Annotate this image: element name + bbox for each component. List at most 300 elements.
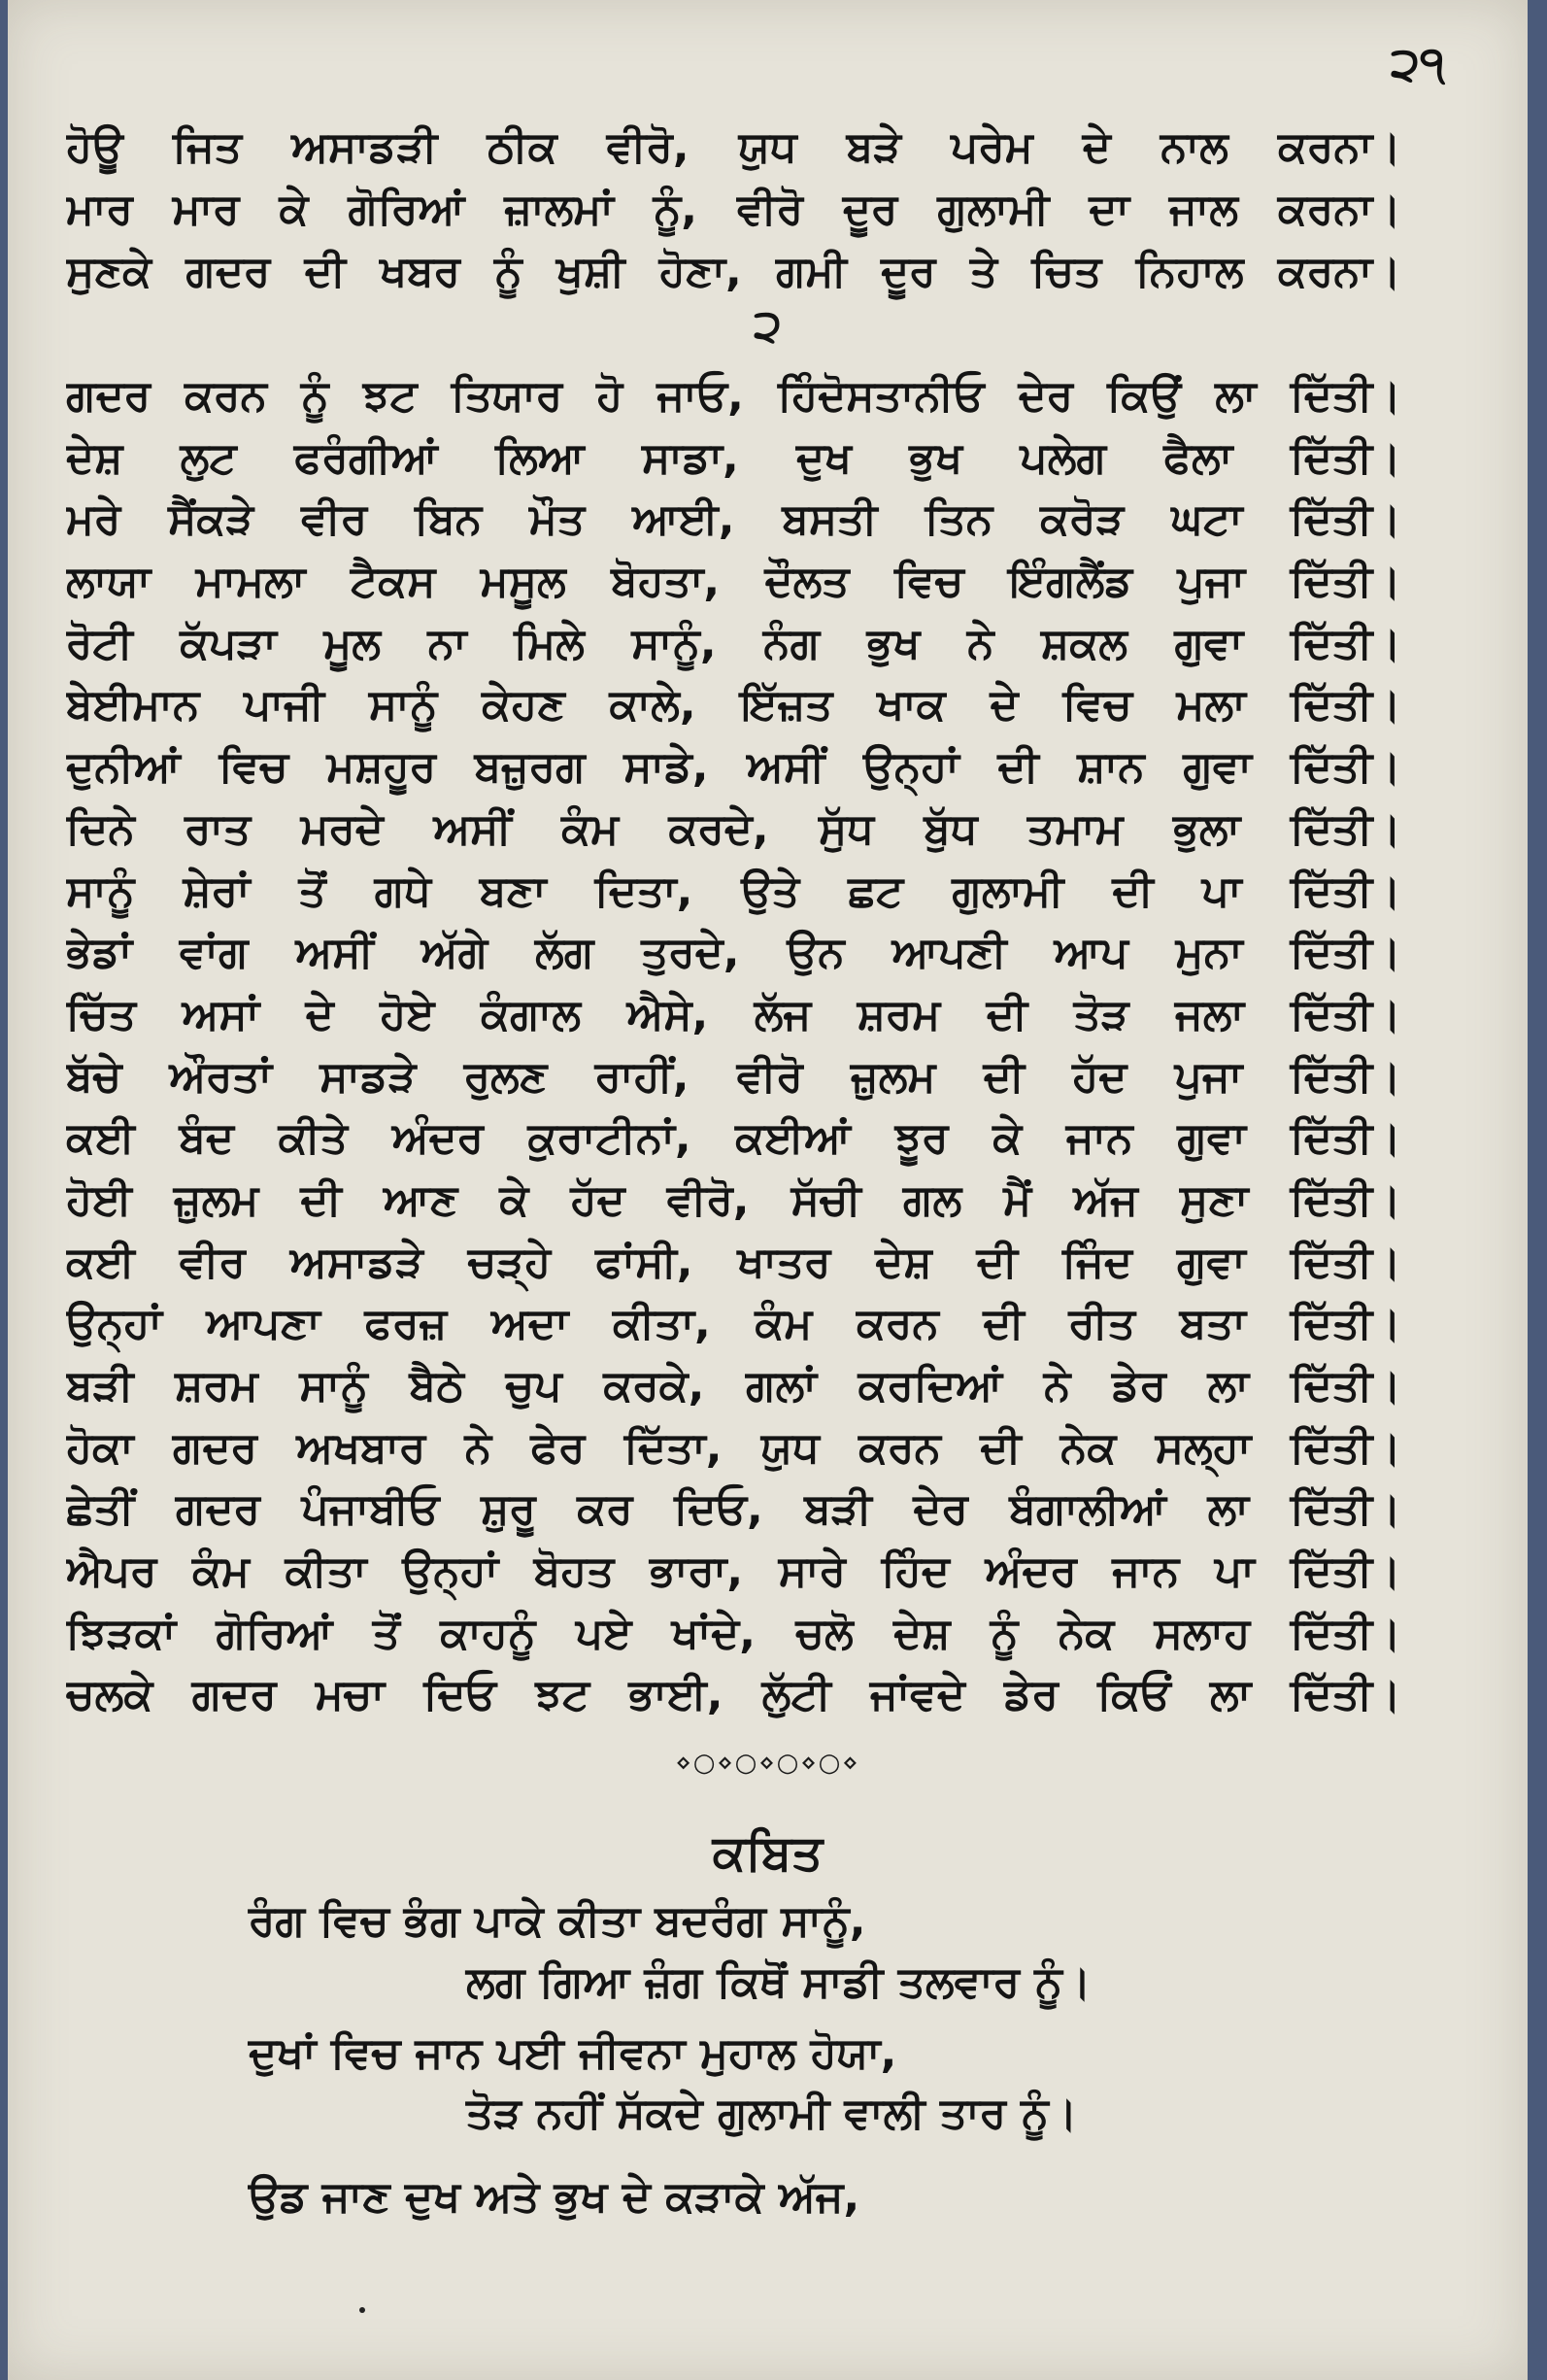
verse-word: ਦਿੱਤੀ। [1290, 1422, 1401, 1473]
verse-word: ਅੱਗੇ [420, 928, 488, 978]
verse-word: ਮੈਂ [1003, 1174, 1032, 1225]
verse-word: ਤੋਂ [372, 1608, 400, 1658]
verse-word: ਦਿੱਤੀ। [1290, 742, 1401, 793]
verse-word: ਰੀਤ [1068, 1299, 1136, 1349]
verse-line [66, 1170, 1401, 1232]
verse-word: ਕਰਨਾ। [1277, 247, 1401, 296]
verse-word: ਇੱਜ਼ਤ [740, 680, 833, 731]
verse-word: ਕਈਆਂ [735, 1113, 852, 1164]
verse-word: ਬੰਗਾਲੀਆਂ [1009, 1484, 1167, 1535]
verse-word: ਫਰੰਗੀਆਂ [293, 432, 438, 483]
verse-word: ਵੀਰੋ, [606, 122, 689, 172]
verse-word: ਪਲੇਗ [1020, 432, 1107, 483]
verse-word: ਕੇ [279, 185, 309, 234]
verse-word: ਸਾਡੜੇ [319, 1051, 417, 1102]
verse-word: ਰੁਲਣ [463, 1051, 548, 1102]
verse-word: ਵੀਰੋ, [666, 1174, 750, 1225]
verse-word: ਦਿੱਤੀ। [1290, 371, 1401, 421]
verse-word: ਅਸੀਂ [295, 928, 374, 978]
verse-word: ਯੁਧ [738, 122, 797, 172]
verse-line [66, 1355, 1401, 1417]
verse-line [66, 179, 1401, 241]
verse-word: ਲੱਗ [534, 928, 594, 978]
verse-word: ਦਿੱਤੀ। [1290, 557, 1401, 607]
verse-word: ਉਨ੍ਹਾਂ [862, 742, 959, 793]
verse-word: ਕੇਹਣ [482, 680, 565, 731]
verse-line [66, 1664, 1401, 1726]
verse-word: ਭੇਡਾਂ [66, 928, 133, 978]
verse-word: ਇੰਗਲੈਂਡ [1008, 557, 1132, 607]
verse-word: ਗੁਲਾਮੀ [937, 185, 1050, 234]
verse-word: ਦੂਰ [881, 247, 936, 296]
verse-word: ਜਾਂਵਦੇ [870, 1670, 965, 1720]
verse-word: ਦਿਨੇ [66, 803, 135, 854]
verse-word: ਗੁਵਾ [1183, 742, 1252, 793]
verse-word: ਦੀ [304, 247, 346, 296]
verse-word: ਆਪਣਾ [206, 1299, 320, 1349]
verse-word: ਸਾਡੇ, [623, 742, 709, 793]
verse-word: ਦਿੱਤਾ, [623, 1422, 723, 1473]
verse-word: ਪੁਜਾ [1177, 557, 1246, 607]
verse-word: ਗਲਾਂ [746, 1361, 817, 1411]
verse-word: ਦੇਸ਼ [875, 1237, 932, 1287]
verse-line [66, 922, 1401, 984]
verse-word: ਕਰਨ [858, 1422, 941, 1473]
verse-word: ਦਾ [1089, 185, 1130, 234]
verse-word: ਰੋਟੀ [66, 618, 133, 668]
verse-line [66, 861, 1401, 923]
verse-word: ਮੌਤ [529, 494, 586, 545]
verse-word: ਦਿਓ [423, 1670, 497, 1720]
verse-word: ਹਿੰਦੋਸਤਾਨੀਓ [777, 371, 985, 421]
verse-word: ਗੁਵਾ [1177, 1113, 1247, 1164]
verse-word: ਲਾਯਾ [66, 557, 151, 607]
verse-word: ਤੇ [969, 247, 998, 296]
verse-word: ਸੱਚੀ [790, 1174, 861, 1225]
verse-word: ਕਰਨਾ। [1277, 185, 1401, 234]
verse-word: ਮੂਲ [323, 618, 382, 668]
verse-word: ਕੰਮ [755, 1299, 813, 1349]
verse-word: ਗਦਰ [185, 247, 271, 296]
verse-word: ਕੰਮ [561, 803, 620, 854]
verse-word: ਐਸੇ, [626, 989, 709, 1039]
verse-word: ਲੁਟ [180, 432, 237, 483]
verse-word: ਪੁਜਾ [1174, 1051, 1243, 1102]
verse-word: ਸਲ੍ਹਾ [1155, 1422, 1252, 1473]
verse-word: ਮਲਾ [1176, 680, 1246, 731]
verse-word: ਬੇਈਮਾਨ [66, 680, 200, 731]
verse-word: ਅੰਦਰ [391, 1113, 484, 1164]
verse-word: ਬੈਠੇ [409, 1361, 464, 1411]
verse-word: ਲਿਆ [494, 432, 585, 483]
verse-word: ਗੁਵਾ [1176, 1237, 1246, 1287]
verse-word: ਤੋਂ [298, 866, 326, 916]
verse-word: ਕੀਤਾ, [613, 1299, 711, 1349]
verse-word: ਦਿੱਤੀ। [1290, 1174, 1401, 1225]
verse-word: ਨੰਗ [763, 618, 821, 668]
verse-word: ਦਿੱਤੀ। [1290, 1361, 1401, 1411]
verse-word: ਭੁਖ [866, 618, 921, 668]
verse-word: ਦਿੱਤੀ। [1290, 432, 1401, 483]
verse-word: ਡੇਰ [1004, 1670, 1059, 1720]
verse-word: ਪਰੇਮ [951, 122, 1033, 172]
verse-word: ਨੇਕ [1058, 1608, 1115, 1658]
verse-word: ਮਾਮਲਾ [195, 557, 306, 607]
verse-word: ਗੋਰਿਆਂ [216, 1608, 333, 1658]
verse-word: ਹੋਏ [380, 989, 435, 1039]
section-number: ੨ [754, 299, 782, 352]
verse-word: ਦੀ [300, 1174, 342, 1225]
verse-word: ਦੀ [997, 742, 1039, 793]
verse-word: ਦੌਲਤ [764, 557, 850, 607]
verse-line [66, 1046, 1401, 1108]
verse-word: ਆਪ [1054, 928, 1128, 978]
verse-word: ਕਰਦੇ, [668, 803, 769, 854]
verse-word: ਦੇ [1082, 122, 1111, 172]
verse-word: ਤੁਰਦੇ, [641, 928, 740, 978]
verse-word: ਖਾਂਦੇ, [671, 1608, 756, 1658]
verse-word: ਹੋਊ [66, 122, 123, 172]
poem-line: ਤੋੜ ਨਹੀਂ ਸੱਕਦੇ ਗੁਲਾਮੀ ਵਾਲੀ ਤਾਰ ਨੂੰ। [466, 2089, 1078, 2138]
verse-word: ਫੈਲਾ [1163, 432, 1233, 483]
verse-word: ਤਿਨ [925, 494, 993, 545]
verse-word: ਲਾ [1207, 1484, 1249, 1535]
verse-word: ਉਨ [787, 928, 845, 978]
verse-line [66, 1603, 1401, 1665]
verse-line [66, 736, 1401, 799]
verse-word: ਅਖਬਾਰ [296, 1422, 426, 1473]
verse-word: ਯੁਧ [760, 1422, 820, 1473]
verse-word: ਦਿੱਤੀ। [1290, 866, 1401, 916]
verse-word: ਝਟ [535, 1670, 590, 1720]
verse-word: ਚੁਪ [505, 1361, 562, 1411]
verse-word: ਗਲ [902, 1174, 962, 1225]
verse-word: ਆਪਣੀ [891, 928, 1007, 978]
verse-line [66, 674, 1401, 736]
verse-word: ਛਟ [848, 866, 904, 916]
verse-word: ਦਿੱਤੀ। [1290, 618, 1401, 668]
verse-word: ਰਾਹੀਂ, [594, 1051, 689, 1102]
verse-line [66, 1232, 1401, 1294]
verse-word: ਸੁੱਧ [818, 803, 874, 854]
verse-line [66, 489, 1401, 551]
verse-word: ਚਲੋ [795, 1608, 854, 1658]
verse-word: ਸਾਨੂੰ [368, 680, 438, 731]
verse-word: ਬੜੀ [66, 1361, 134, 1411]
verse-word: ਅਦਾ [490, 1299, 569, 1349]
verse-word: ਬਿਨ [415, 494, 483, 545]
verse-word: ਸਲਾਹ [1154, 1608, 1251, 1658]
verse-word: ਜਾਨ [1112, 1547, 1180, 1597]
verse-word: ਮਾਰ [172, 185, 240, 234]
verse-word: ਭੁਲਾ [1172, 803, 1241, 854]
verse-word: ਕਰਨ [856, 1299, 939, 1349]
verse-word: ਹੋਈ [66, 1174, 132, 1225]
verse-line [66, 241, 1401, 303]
verse-line [66, 117, 1401, 179]
verse-word: ਪਾ [1201, 866, 1242, 916]
verse-word: ਦਿੱਤੀ। [1290, 989, 1401, 1039]
verse-word: ਮੁਨਾ [1175, 928, 1243, 978]
verse-word: ਝਿੜਕਾਂ [66, 1608, 177, 1658]
verse-word: ਟੈਕਸ [350, 557, 436, 607]
verse-word: ਲਾ [1215, 371, 1257, 421]
verse-line [66, 1293, 1401, 1355]
verse-word: ਫਾਂਸੀ, [595, 1237, 693, 1287]
ink-speck [359, 2307, 365, 2313]
verse-word: ਚੜ੍ਹੇ [467, 1237, 552, 1287]
verse-word: ਔਰਤਾਂ [169, 1051, 273, 1102]
verse-line [66, 799, 1401, 861]
verse-word: ਨੂੰ [301, 371, 329, 421]
verse-line [66, 551, 1401, 613]
verse-line [66, 984, 1401, 1046]
verse-word: ਨੇ [1043, 1361, 1071, 1411]
verse-word: ਹੱਦ [1072, 1051, 1127, 1102]
verse-word: ਦੁਨੀਆਂ [66, 742, 181, 793]
verse-word: ਚਲਕੇ [66, 1670, 153, 1720]
verse-word: ਗਦਰ [191, 1670, 277, 1720]
verse-word: ਦੇਸ਼ [66, 432, 123, 483]
verse-word: ਕੇ [992, 1113, 1023, 1164]
verse-word: ਨੇ [464, 1422, 492, 1473]
verse-word: ਕਰ [577, 1484, 633, 1535]
verse-word: ਫੇਰ [530, 1422, 586, 1473]
verse-word: ਵੀਰੋ [736, 185, 804, 234]
verse-word: ਬੜੀ [804, 1484, 872, 1535]
verse-word: ਚਿੱਤ [66, 989, 136, 1039]
verse-line [66, 613, 1401, 675]
verse-word: ਲੱਜ [754, 989, 812, 1039]
verse-word: ਭੁਖ [909, 432, 963, 483]
verse-word: ਬੜੇ [846, 122, 901, 172]
verse-word: ਦੇਸ਼ [893, 1608, 951, 1658]
verse-word: ਬੁੱਧ [924, 803, 978, 854]
verse-word: ਬੋਹਤ [533, 1547, 615, 1597]
verse-word: ਅਸਾਂ [182, 989, 260, 1039]
verse-word: ਕਰੋੜ [1040, 494, 1125, 545]
verse-line [66, 365, 1401, 427]
verse-word: ਬੱਚੇ [66, 1051, 122, 1102]
verse-word: ਨੂੰ, [653, 185, 698, 234]
verse-word: ਛੇਤੀਂ [66, 1484, 135, 1535]
verse-word: ਗੁਵਾ [1174, 618, 1244, 668]
verse-word: ਸਾਨੂੰ [66, 866, 135, 916]
verse-word: ਹੋ [596, 371, 623, 421]
verse-word: ਉਤੇ [741, 866, 800, 916]
verse-word: ਸੁਣਾ [1179, 1174, 1249, 1225]
verse-word: ਸਾਡਾ, [641, 432, 739, 483]
verse-word: ਕੀਤਾ [285, 1547, 367, 1597]
page-number: ੨੧ [1391, 37, 1445, 91]
verse-word: ਦੇਰ [1018, 371, 1074, 421]
verse-word: ਅਸਾਡੜੇ [289, 1237, 423, 1287]
verse-word: ਸਾਨੂੰ [299, 1361, 368, 1411]
verse-word: ਕਈ [66, 1113, 135, 1164]
poem-line: ਲਗ ਗਿਆ ਜ਼ੰਗ ਕਿਥੋਂ ਸਾਡੀ ਤਲਵਾਰ ਨੂੰ। [466, 1957, 1092, 2007]
verse-word: ਤਮਾਮ [1026, 803, 1124, 854]
verse-word: ਕਾਲੇ, [609, 680, 696, 731]
verse-word: ਪਾ [1214, 1547, 1255, 1597]
verse-word: ਅਸਾਡੜੀ [291, 122, 438, 172]
verse-word: ਡੇਰ [1112, 1361, 1166, 1411]
verse-word: ਦਿਓ, [674, 1484, 763, 1535]
verse-word: ਲਾ [1207, 1361, 1249, 1411]
verse-word: ਹਿੰਦ [881, 1547, 950, 1597]
verse-line [66, 1541, 1401, 1603]
verse-word: ਗਧੇ [374, 866, 431, 916]
poem-title: ਕਬਿਤ [712, 1824, 824, 1881]
verse-word: ਦਿੱਤੀ। [1290, 803, 1401, 854]
verse-word: ਹੱਦ [570, 1174, 625, 1225]
verse-word: ਨੂੰ [494, 247, 522, 296]
verse-word: ਮਾਰ [66, 185, 133, 234]
verse-word: ਦੀ [986, 989, 1028, 1039]
verse-word: ਦਿੱਤੀ। [1290, 1113, 1401, 1164]
verse-word: ਤਿਯਾਰ [451, 371, 563, 421]
verse-word: ਦੁਖ [795, 432, 852, 483]
verse-word: ਕੰਗਾਲ [481, 989, 581, 1039]
verse-word: ਜ਼ੁਲਮ [173, 1174, 259, 1225]
ornament-divider: ⋄○⋄○⋄○⋄○⋄ [675, 1749, 860, 1778]
verse-word: ਕਰਨ [185, 371, 267, 421]
verse-word: ਮਸੂਲ [480, 557, 566, 607]
verse-word: ਗਦਰ [66, 371, 151, 421]
verse-word: ਨੇ [966, 618, 994, 668]
verse-word: ਖੁਸ਼ੀ [556, 247, 625, 296]
verse-word: ਜਾਲ [1168, 185, 1238, 234]
verse-word: ਦਿੱਤੀ। [1290, 1670, 1401, 1720]
verse-word: ਭਾਈ, [628, 1670, 723, 1720]
verse-word: ਨਾ [427, 618, 467, 668]
verse-word: ਬਜ਼ੁਰਗ [474, 742, 586, 793]
verse-word: ਦੇ [305, 989, 334, 1039]
verse-word: ਕਈ [66, 1237, 135, 1287]
verse-word: ਜ਼ੁਲਮ [851, 1051, 936, 1102]
verse-word: ਜਾਨ [1065, 1113, 1133, 1164]
verse-word: ਆਣ [383, 1174, 458, 1225]
verse-word: ਉਨ੍ਹਾਂ [402, 1547, 499, 1597]
verse-word: ਦੀ [983, 1299, 1025, 1349]
verse-block-1 [66, 117, 1401, 303]
verse-word: ਕਿਓਂ [1097, 1670, 1171, 1720]
verse-word: ਦੀ [1112, 866, 1154, 916]
verse-word: ਵਿਚ [1062, 680, 1132, 731]
verse-word: ਦਿੱਤੀ। [1290, 680, 1401, 731]
verse-line [66, 1479, 1401, 1541]
verse-word: ਮਸ਼ਹੂਰ [326, 742, 436, 793]
verse-word: ਵਿਚ [894, 557, 964, 607]
verse-word: ਭਾਰਾ, [649, 1547, 744, 1597]
verse-word: ਕਾਹਨੂੰ [440, 1608, 536, 1658]
verse-word: ਗੁਲਾਮੀ [952, 866, 1064, 916]
verse-word: ਸ਼ੇਰਾਂ [183, 866, 251, 916]
verse-word: ਬਣਾ [479, 866, 547, 916]
verse-word: ਘਟਾ [1171, 494, 1243, 545]
verse-word: ਦੀ [983, 1051, 1026, 1102]
verse-word: ਮਿਲੇ [514, 618, 585, 668]
verse-word: ਜ਼ਾਲਮਾਂ [504, 185, 614, 234]
verse-word: ਦੀ [976, 1237, 1019, 1287]
verse-word: ਸ਼ਕਲ [1040, 618, 1127, 668]
verse-word: ਖਾਤਰ [737, 1237, 831, 1287]
verse-word: ਸ਼ਰਮ [857, 989, 941, 1039]
verse-block-2 [66, 365, 1401, 1726]
verse-word: ਅੱਜ [1073, 1174, 1138, 1225]
verse-word: ਨੇਕ [1059, 1422, 1117, 1473]
verse-word: ਮਰਦੇ [300, 803, 384, 854]
verse-word: ਝੂਰ [894, 1113, 949, 1164]
poem-line: ਦੁਖਾਂ ਵਿਚ ਜਾਨ ਪਈ ਜੀਵਨਾ ਮੁਹਾਲ ਹੋਯਾ, [249, 2028, 897, 2078]
verse-word: ਹੋਣਾ, [658, 247, 742, 296]
verse-word: ਕੇ [499, 1174, 529, 1225]
verse-word: ਝਟ [362, 371, 418, 421]
verse-word: ਵਾਂਗ [179, 928, 249, 978]
verse-word: ਮਚਾ [315, 1670, 386, 1720]
verse-word: ਜਿੰਦ [1061, 1237, 1132, 1287]
verse-word: ਦਿਤਾ, [594, 866, 693, 916]
verse-word: ਵੀਰੋ [736, 1051, 803, 1102]
verse-word: ਵਿਚ [219, 742, 288, 793]
verse-word: ਗਮੀ [776, 247, 847, 296]
verse-word: ਦੂਰ [842, 185, 898, 234]
poem-line: ਰੰਗ ਵਿਚ ਭੰਗ ਪਾਕੇ ਕੀਤਾ ਬਦਰੰਗ ਸਾਨੂੰ, [249, 1896, 866, 1946]
verse-word: ਮਰੇ [66, 494, 121, 545]
verse-word: ਵੀਰ [179, 1237, 246, 1287]
verse-word: ਗੋਰਿਆਂ [348, 185, 465, 234]
verse-word: ਸ਼ਰਮ [175, 1361, 258, 1411]
verse-word: ਦਿੱਤੀ। [1290, 928, 1401, 978]
verse-word: ਕੱਪੜਾ [180, 618, 277, 668]
verse-word: ਦਿੱਤੀ। [1290, 494, 1401, 545]
verse-line [66, 427, 1401, 490]
verse-word: ਅਸੀਂ [433, 803, 512, 854]
verse-word: ਦੇਰ [913, 1484, 968, 1535]
verse-word: ਨਿਹਾਲ [1135, 247, 1244, 296]
verse-word: ਖਬਰ [380, 247, 460, 296]
verse-word: ਚਿਤ [1031, 247, 1102, 296]
verse-word: ਪੰਜਾਬੀਓ [301, 1484, 440, 1535]
verse-word: ਕੁਰਾਟੀਨਾਂ, [527, 1113, 691, 1164]
verse-line [66, 1107, 1401, 1170]
verse-word: ਜਾਓ, [656, 371, 744, 421]
verse-word: ਲਾ [1210, 1670, 1252, 1720]
verse-word: ਵੀਰ [301, 494, 368, 545]
verse-word: ਸਾਨੂੰ, [631, 618, 717, 668]
verse-word: ਫਰਜ਼ [364, 1299, 448, 1349]
verse-word: ਉਨ੍ਹਾਂ [66, 1299, 162, 1349]
verse-word: ਦਿੱਤੀ। [1290, 1051, 1401, 1102]
verse-word: ਹੋਕਾ [66, 1422, 134, 1473]
verse-word: ਗਦਰ [175, 1484, 260, 1535]
book-page [8, 0, 1528, 2380]
verse-word: ਤੋੜ [1073, 989, 1129, 1039]
verse-word: ਪਾਜੀ [244, 680, 325, 731]
verse-word: ਲੁੱਟੀ [761, 1670, 831, 1720]
verse-word: ਕੀਤੇ [278, 1113, 349, 1164]
verse-word: ਜਿਤ [172, 122, 242, 172]
verse-word: ਕਿਉਂ [1107, 371, 1182, 421]
verse-word: ਨੂੰ [990, 1608, 1019, 1658]
verse-word: ਸ਼ੁਰੂ [481, 1484, 536, 1535]
verse-word: ਬਸਤੀ [782, 494, 878, 545]
verse-word: ਅਸੀਂ [746, 742, 825, 793]
poem-line: ਉਡ ਜਾਣ ਦੁਖ ਅਤੇ ਭੁਖ ਦੇ ਕੜਾਕੇ ਅੱਜ, [249, 2172, 860, 2222]
verse-word: ਖਾਕ [877, 680, 946, 731]
verse-line [66, 1417, 1401, 1479]
verse-word: ਦਿੱਤੀ। [1290, 1608, 1401, 1658]
verse-word: ਦੀ [980, 1422, 1022, 1473]
